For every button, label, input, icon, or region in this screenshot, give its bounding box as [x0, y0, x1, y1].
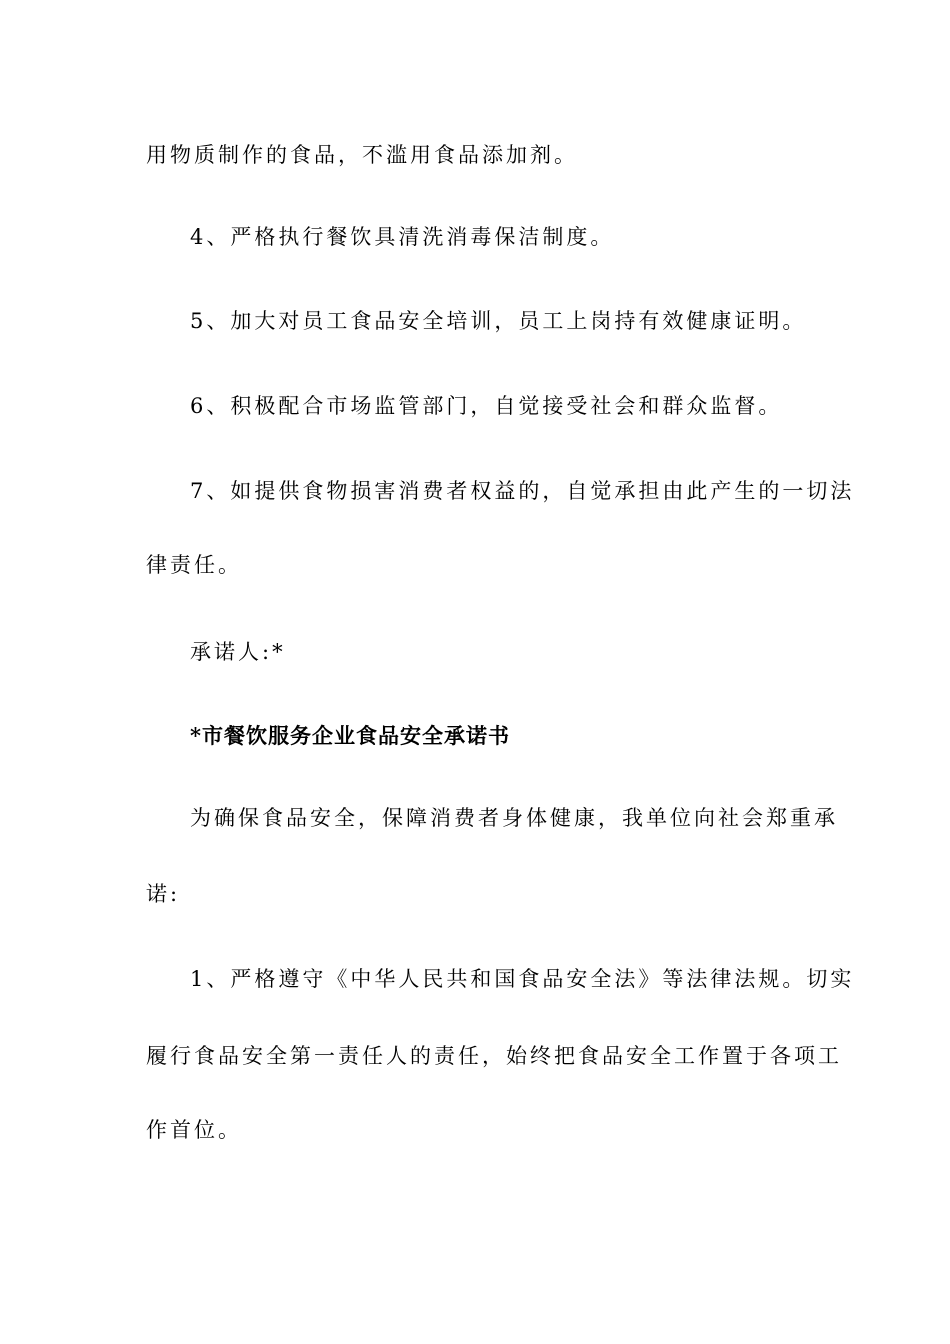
list-item-1-continuation-2: 作首位。: [146, 1118, 242, 1142]
list-item-4: 4、严格执行餐饮具清洗消毒保洁制度。: [190, 225, 615, 249]
intro-paragraph: 为确保食品安全，保障消费者身体健康，我单位向社会郑重承: [190, 806, 838, 830]
document-heading: *市餐饮服务企业食品安全承诺书: [190, 723, 510, 748]
paragraph-line-continuation: 用物质制作的食品，不滥用食品添加剂。: [146, 143, 578, 167]
list-item-6: 6、积极配合市场监管部门，自觉接受社会和群众监督。: [190, 394, 783, 418]
signatory-line: 承诺人:*: [190, 640, 286, 664]
list-item-5: 5、加大对员工食品安全培训，员工上岗持有效健康证明。: [190, 309, 807, 333]
intro-paragraph-continuation: 诺:: [146, 882, 181, 906]
list-item-7-continuation: 律责任。: [146, 553, 242, 577]
list-item-1-continuation: 履行食品安全第一责任人的责任，始终把食品安全工作置于各项工: [146, 1044, 842, 1068]
list-item-1: 1、严格遵守《中华人民共和国食品安全法》等法律法规。切实: [190, 967, 855, 991]
list-item-7: 7、如提供食物损害消费者权益的，自觉承担由此产生的一切法: [190, 479, 855, 503]
